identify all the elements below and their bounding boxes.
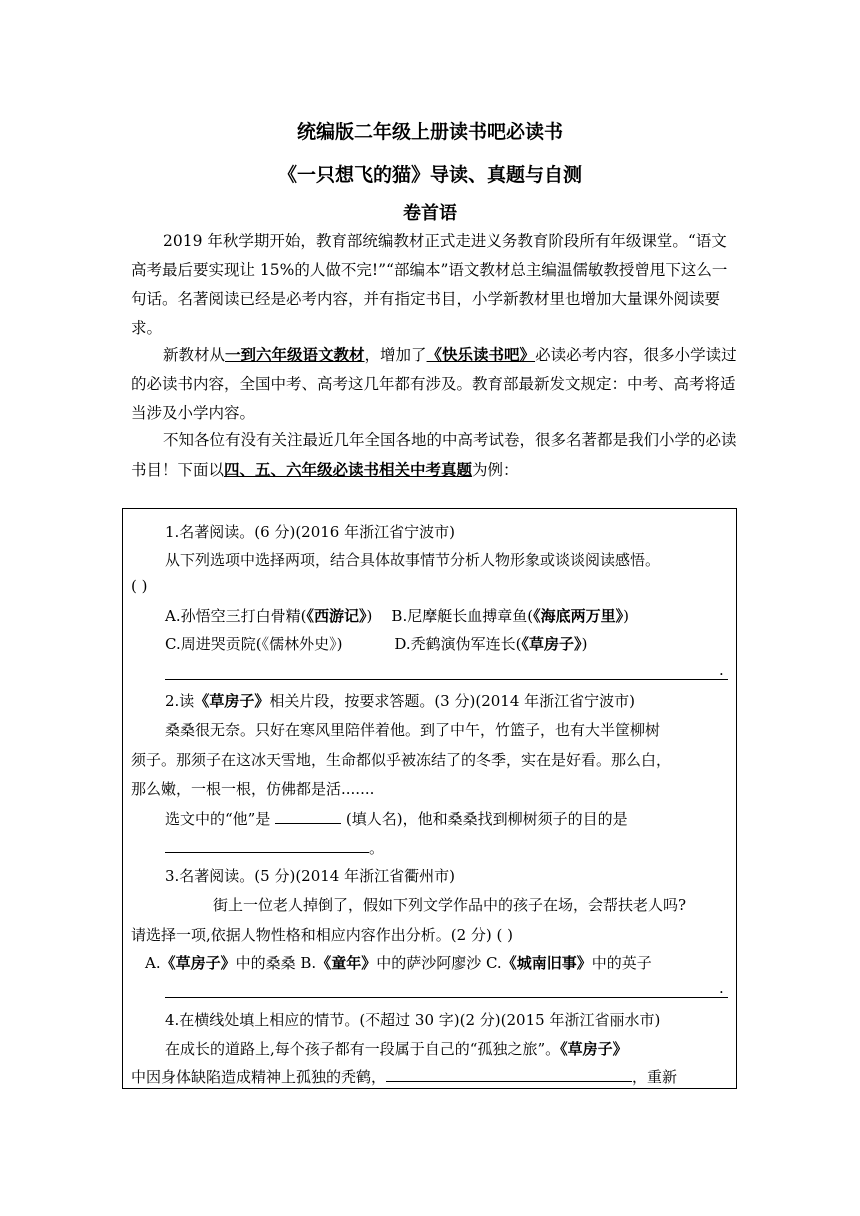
intro-paragraph-2: 新教材从一到六年级语文教材，增加了《快乐读书吧》必读必考内容，很多小学读过的必读书内容，全国中考、高考这几年都有涉及。教育部最新发文规定：中考、高考将适当涉及小学内容。 — [131, 345, 737, 422]
q2-text-line-3: 那么嫩，一根一根，仿佛都是活....... — [131, 780, 375, 798]
emphasis-textbook: 一到六年级语文教材 — [225, 345, 365, 364]
q1-heading: 1.名著阅读。(6 分)(2016 年浙江省宁波市) — [165, 523, 455, 541]
q3-heading: 3.名著阅读。(5 分)(2014 年浙江省衢州市) — [165, 867, 455, 885]
q2-question: 选文中的“他”是 (填人名)，他和桑桑找到柳树须子的目的是 — [165, 810, 628, 828]
q2-purpose-blank[interactable] — [165, 837, 369, 853]
q1-period: . — [719, 661, 724, 679]
exam-questions-box — [122, 508, 737, 1089]
doc-title: 统编版二年级上册读书吧必读书 — [296, 121, 563, 143]
intro-paragraph-1: 2019 年秋学期开始，教育部统编教材正式走进义务教育阶段所有年级课堂。“语文高考最后要实现让 15%的人做不完!”“部编本”语文教材总主编温儒敏教授曾甩下这么一句话。名著阅读已经是必考内容，并有指定书目，小学新教材里也增加大量课外阅读要求。 — [131, 232, 728, 337]
q2-name-blank[interactable] — [275, 808, 341, 824]
q4-text-line-1: 在成长的道路上,每个孩子都有一段属于自己的“孤独之旅”。《草房子》 — [165, 1040, 628, 1058]
emphasis-exam-questions: 四、五、六年级必读书相关中考真题 — [224, 460, 473, 479]
q1-options-cd: C.周进哭贡院(《儒林外史》) D.秃鹤演伪军连长(《草房子》) — [165, 635, 588, 653]
section-heading: 卷首语 — [403, 203, 457, 224]
q2-purpose-answer: 。 — [165, 837, 737, 858]
q4-heading: 4.在横线处填上相应的情节。(不超过 30 字)(2 分)(2015 年浙江省丽水市) — [165, 1011, 661, 1029]
q1-prompt: 从下列选项中选择两项，结合具体故事情节分析人物形象或谈谈阅读感悟。 — [165, 551, 661, 569]
q3-answer-line[interactable] — [165, 997, 728, 998]
doc-subtitle: 《一只想飞的猫》导读、真题与自测 — [277, 164, 582, 186]
q4-plot-blank[interactable] — [386, 1066, 632, 1082]
q1-answer-line[interactable] — [165, 679, 728, 680]
q2-heading: 2.读《草房子》相关片段，按要求答题。(3 分)(2014 年浙江省宁波市) — [165, 692, 635, 710]
q1-answer-paren: ( ) — [131, 577, 148, 595]
q3-period: . — [719, 979, 724, 997]
q2-text-line-2: 须子。那须子在这冰天雪地，生命都似乎被冻结了的冬季，实在是好看。那么白， — [131, 751, 672, 769]
q3-options: A.《草房子》中的桑桑 B.《童年》中的萨沙阿廖沙 C.《城南旧事》中的英子 — [145, 954, 652, 972]
q3-text-line-1: 街上一位老人掉倒了，假如下列文学作品中的孩子在场，会帮扶老人吗? — [213, 896, 687, 914]
q3-text-line-2: 请选择一项,依据人物性格和相应内容作出分析。(2 分) ( ) — [131, 926, 514, 944]
emphasis-reading-bar: 《快乐读书吧》 — [426, 345, 536, 364]
intro-paragraph-3: 不知各位有没有关注最近几年全国各地的中高考试卷，很多名著都是我们小学的必读书目！下面以四、五、六年级必读书相关中考真题为例： — [131, 431, 737, 479]
q1-options-ab: A.孙悟空三打白骨精(《西游记》) B.尼摩艇长血搏章鱼(《海底两万里》) — [165, 607, 629, 625]
q4-text-line-2: 中因身体缺陷造成精神上孤独的秃鹤， ，重新 — [131, 1068, 678, 1086]
q2-text-line-1: 桑桑很无奈。只好在寒风里陪伴着他。到了中午，竹篮子，也有大半筐柳树 — [165, 721, 661, 739]
